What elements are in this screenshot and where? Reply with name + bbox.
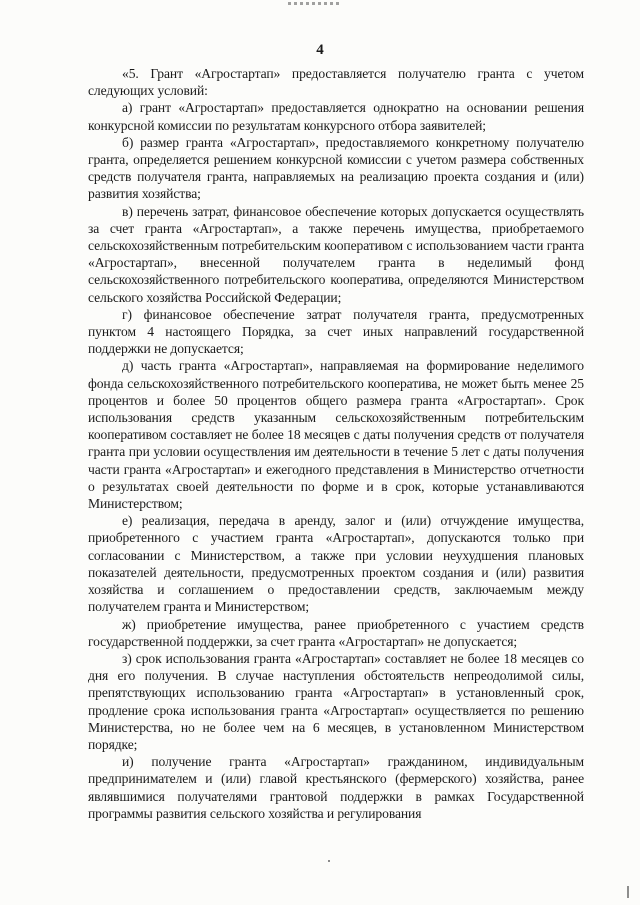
document-body: [88, 65, 584, 822]
paragraph-subitem-e: е) реализация, передача в аренду, залог и (или) отчуждение имущества, приобретенного с участием гранта «Агростартап», допускаются только при согласовании с Министерством, а также при условии неухудшения плановых показателей деятельности, предусмотренных проектом создания и (или) развития хозяйства и соглашением о предоставлении средств, заключаемым между получателем гранта и Министерством;: [88, 513, 584, 615]
paragraph-subitem-g: г) финансовое обеспечение затрат получателя гранта, предусмотренных пунктом 4 настоящего Порядка, за счет иных направлений государственной поддержки не допускается;: [88, 306, 584, 357]
scan-artifact-edge: [627, 886, 635, 898]
paragraph-subitem-zh: ж) приобретение имущества, ранее приобретенного с участием средств государственной поддержки, за счет гранта «Агростартап» не допускается;: [88, 616, 584, 649]
paragraph-subitem-z: з) срок использования гранта «Агростартап» составляет не более 18 месяцев со дня его получения. В случае наступления обстоятельств непреодолимой силы, препятствующих использованию гранта «Агростартап» в установленный срок, продление срока использования гранта «Агростартап» осуществляется по решению Министерства, но не более чем на 6 месяцев, в установленном Министерством порядке;: [88, 650, 584, 752]
page-number: 4: [316, 42, 324, 58]
paragraph-subitem-i: и) получение гранта «Агростартап» гражданином, индивидуальным предпринимателем и (или) главой крестьянского (фермерского) хозяйства, ранее являвшимися получателями грантовой поддержки в рамках Государственной программы развития сельского хозяйства и регулирования: [88, 754, 584, 821]
paragraph-subitem-v: в) перечень затрат, финансовое обеспечение которых допускается осуществлять за счет гранта «Агростартап», а также перечень имущества, приобретаемого сельскохозяйственным потребительским кооперативом с использованием части гранта «Агростартап», внесенной получателем гранта в неделимый фонд сельскохозяйственного потребительского кооператива, определяются Министерством сельского хозяйства Российской Федерации;: [88, 203, 584, 305]
paragraph-item-5-intro: «5. Грант «Агростартап» предоставляется получателю гранта с учетом следующих условий:: [88, 66, 584, 99]
scan-artifact-dot: [328, 860, 330, 862]
paragraph-subitem-b: б) размер гранта «Агростартап», предоставляемого конкретному получателю гранта, определяется решением конкурсной комиссии с учетом размера собственных средств получателя гранта, направляемых на реализацию проекта создания и (или) развития хозяйства;: [88, 134, 584, 202]
paragraph-subitem-a: а) грант «Агростартап» предоставляется однократно на основании решения конкурсной комиссии по результатам конкурсного отбора заявителей;: [88, 100, 584, 133]
paragraph-subitem-d: д) часть гранта «Агростартап», направляемая на формирование неделимого фонда сельскохозяйственного потребительского кооператива, не может быть менее 25 процентов и более 50 процентов общего размера гранта «Агростартап». Срок использования средств указанным сельскохозяйственным потребительским кооперативом составляет не более 18 месяцев с даты получения средств от получателя гранта при условии осуществления им деятельности в течение 5 лет с даты получения части гранта «Агростартап» и ежегодного представления в Министерство отчетности о результатах своей деятельности по форме и в срок, которые устанавливаются Министерством;: [88, 358, 584, 512]
scan-artifact-mark: [288, 2, 340, 5]
